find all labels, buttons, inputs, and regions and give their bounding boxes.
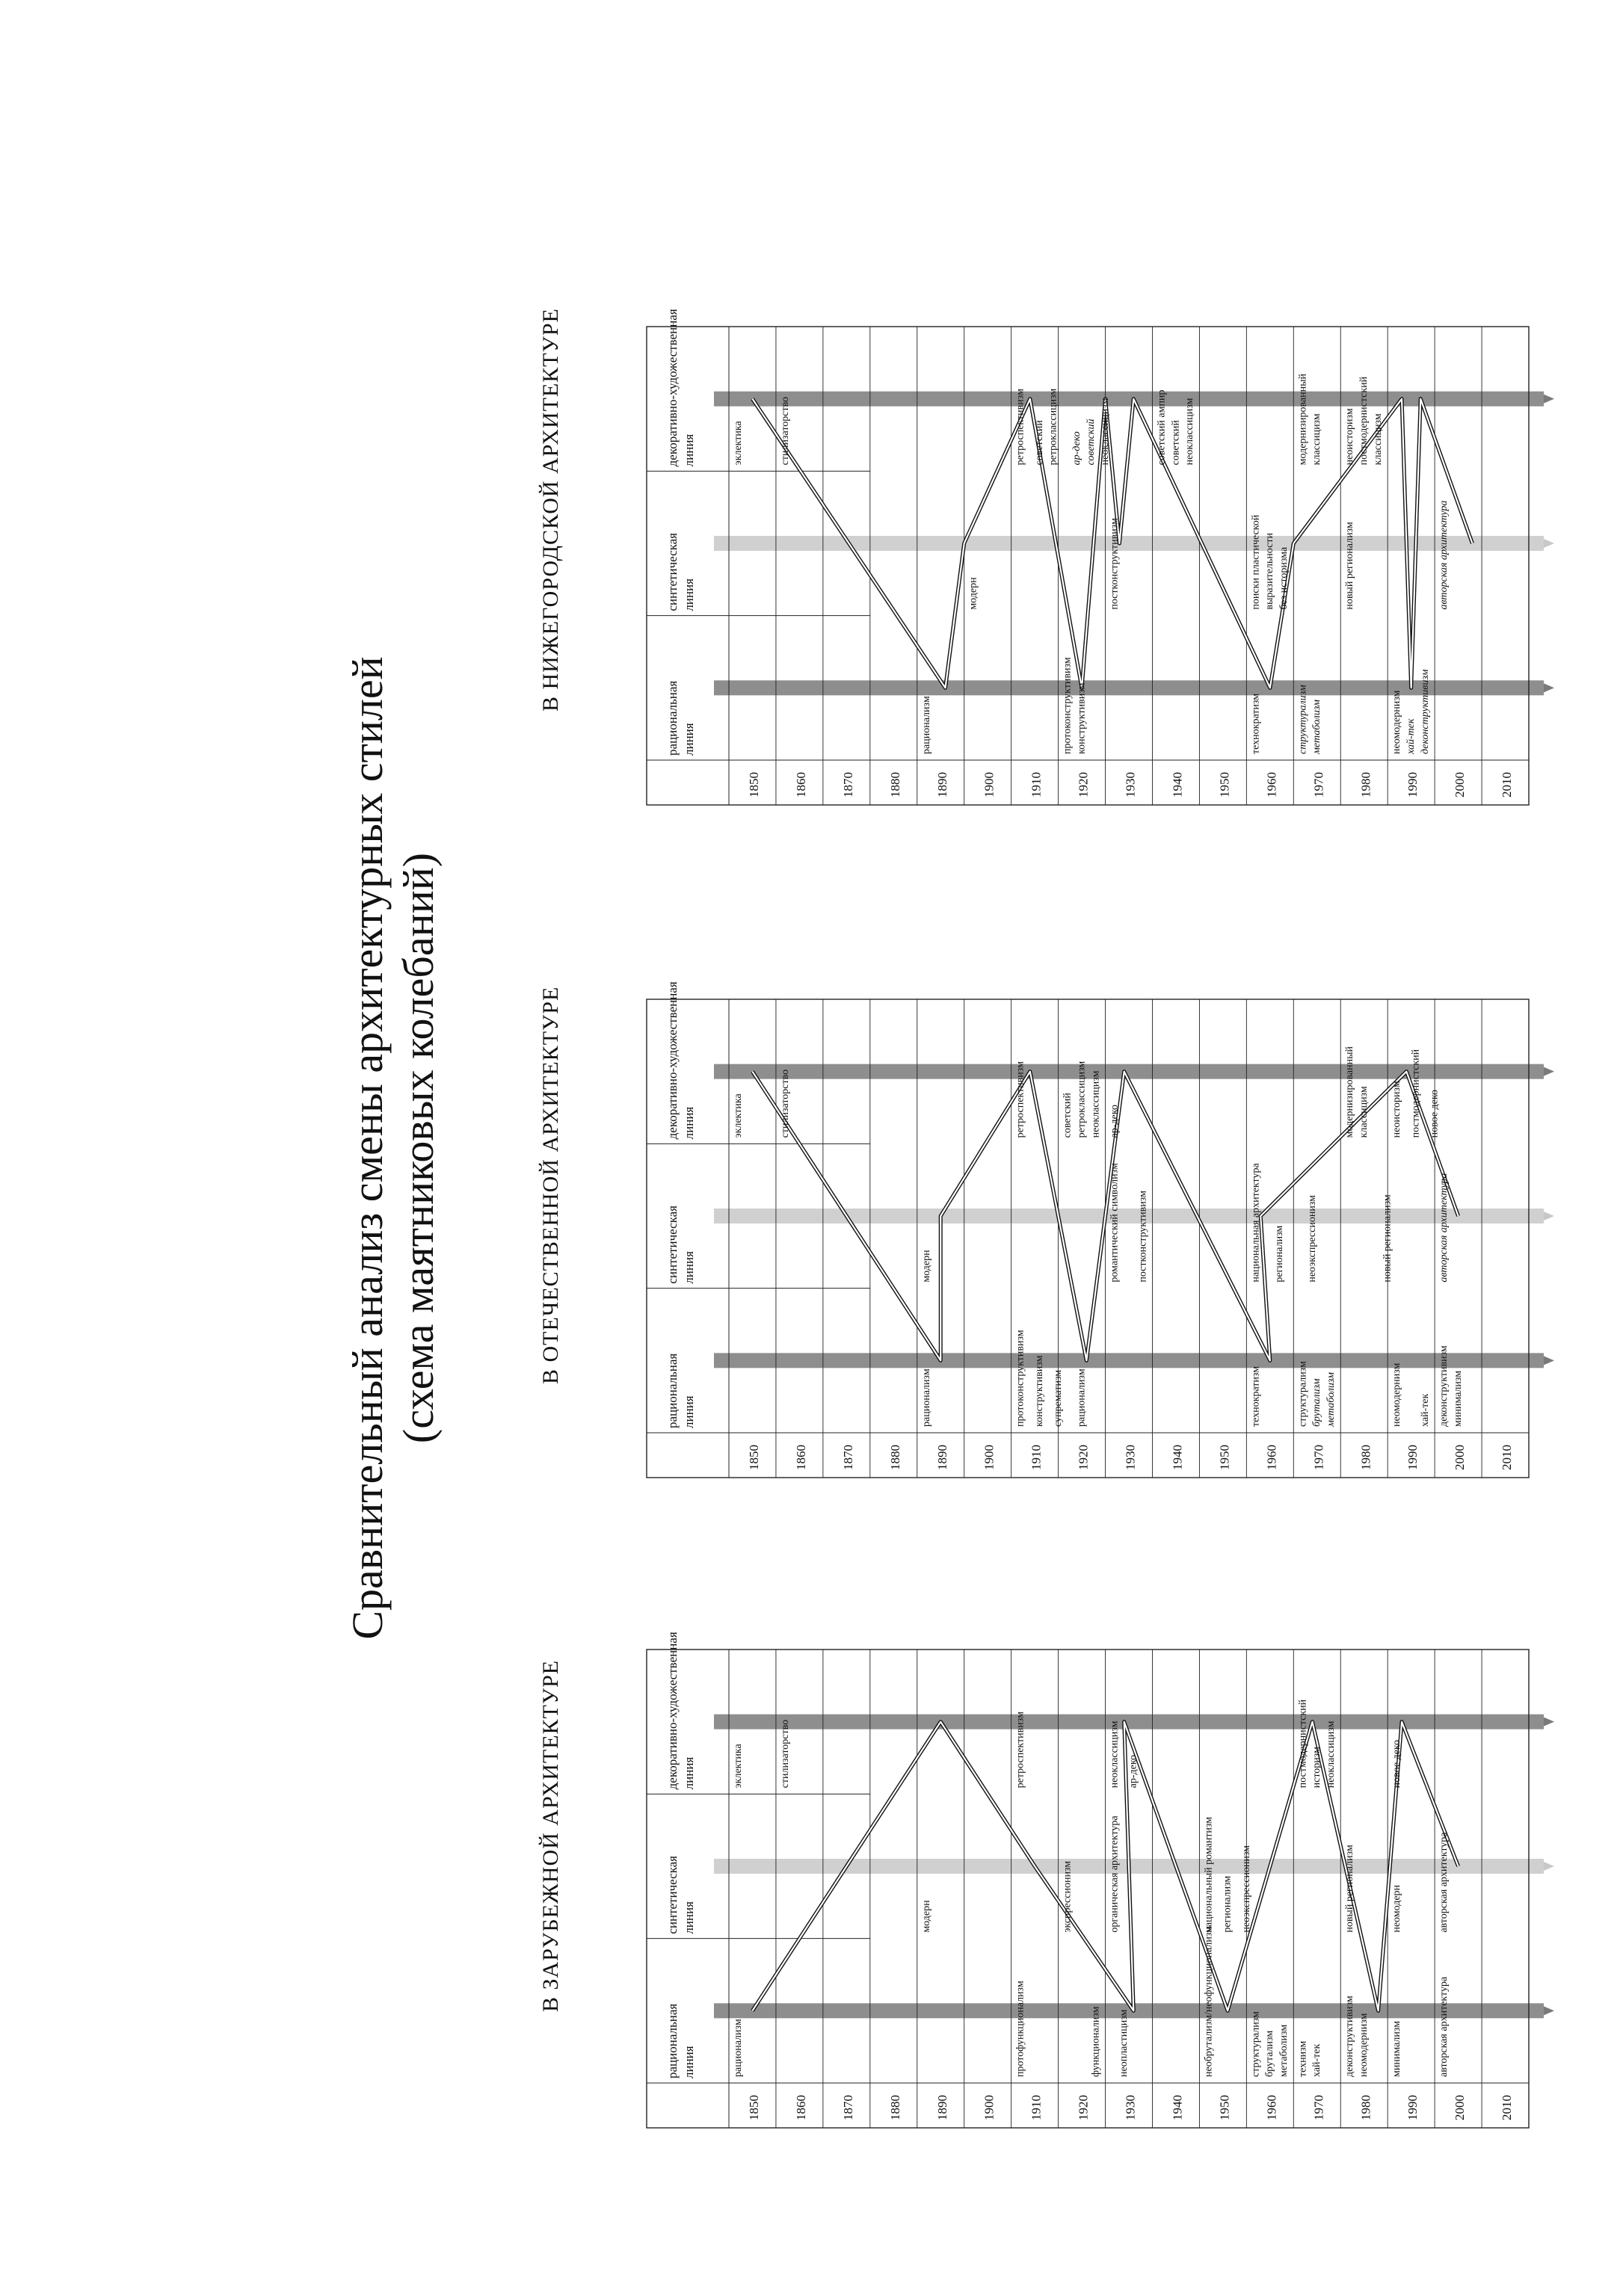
style-label: деконструктивизм <box>1419 669 1431 754</box>
style-label: хай-тек <box>1419 1393 1431 1427</box>
style-label: метаболизм <box>1325 1372 1337 1427</box>
style-label: эклектика <box>733 1744 744 1789</box>
band-rational <box>714 1353 1544 1368</box>
year-label: 2010 <box>1500 2095 1515 2120</box>
year-label: 1950 <box>1217 2095 1232 2120</box>
style-label: советский <box>1085 419 1097 466</box>
column-header-synthetic: синтетическая <box>665 1205 680 1284</box>
band-arrow-synthetic <box>1544 539 1554 548</box>
diagram-domestic <box>643 981 1615 1481</box>
style-label: авторская архитектура <box>1438 1173 1450 1283</box>
style-label: романтический символизм <box>1109 1163 1121 1283</box>
year-label: 1950 <box>1217 772 1232 797</box>
style-label: структурализм <box>1250 2011 1262 2077</box>
column-header-rational: рациональная <box>665 1353 680 1428</box>
style-label: структурализм <box>1297 685 1309 754</box>
style-label: ретроспективизм <box>1014 1712 1026 1789</box>
style-label: ретроспективизм <box>1014 389 1026 466</box>
band-arrow-decorative <box>1544 395 1554 404</box>
style-label: эклектика <box>733 1093 744 1138</box>
column-header-decorative: декоративно-художественная <box>665 981 680 1140</box>
year-label: 1940 <box>1170 2095 1185 2120</box>
style-label: необрутализм/неофункционализм <box>1203 1925 1215 2077</box>
style-label: советский <box>1062 1093 1074 1138</box>
style-label: ретроспективизм <box>1014 1061 1026 1138</box>
year-label: 1930 <box>1123 1445 1138 1470</box>
year-label: 1950 <box>1217 1445 1232 1470</box>
style-label: стилизаторство <box>779 1069 791 1138</box>
year-label: 1920 <box>1076 772 1091 797</box>
column-header-synthetic: синтетическая <box>665 1855 680 1934</box>
style-label: неоклассицизм <box>1099 398 1111 466</box>
style-label: модерн <box>967 577 979 610</box>
style-label: деконструктивизм <box>1344 1996 1356 2077</box>
band-arrow-synthetic <box>1544 1212 1554 1220</box>
year-label: 1860 <box>793 2095 808 2120</box>
year-label: 1940 <box>1170 1445 1185 1470</box>
year-label: 1900 <box>982 2095 997 2120</box>
style-label: метаболизм <box>1278 2024 1290 2077</box>
style-label: конструктивизм <box>1076 682 1088 754</box>
style-label: новый регионализм <box>1344 522 1356 610</box>
style-label: неоклассицизм <box>1109 1721 1121 1789</box>
style-label: постмодернистский <box>1358 376 1370 466</box>
style-label: хай-тек <box>1311 2043 1323 2077</box>
year-label: 1880 <box>887 1445 902 1470</box>
year-label: 1870 <box>840 772 855 797</box>
style-label: советский <box>1170 420 1182 466</box>
style-label: без историзма <box>1278 546 1290 610</box>
column-header-synthetic: линия <box>682 1251 696 1284</box>
column-header-synthetic: линия <box>682 1901 696 1934</box>
style-label: протоконструктивизм <box>1014 1330 1026 1427</box>
column-header-decorative: линия <box>682 1106 696 1140</box>
year-label: 2000 <box>1453 772 1468 797</box>
year-label: 1980 <box>1358 1445 1373 1470</box>
style-label: неомодернизм <box>1391 1363 1403 1427</box>
style-label: функционализм <box>1090 2006 1102 2077</box>
style-label: протоконструктивизм <box>1062 657 1074 754</box>
style-label: ар-деко <box>1109 1105 1121 1138</box>
year-label: 1870 <box>840 2095 855 2120</box>
year-label: 1910 <box>1029 1445 1044 1470</box>
style-label: брутализм <box>1264 2030 1276 2077</box>
style-label: советский <box>1033 420 1045 466</box>
year-label: 1890 <box>934 1445 949 1470</box>
style-label: постконструктивизм <box>1109 518 1121 610</box>
page-subtitle: (схема маятниковых колебаний) <box>394 852 443 1444</box>
year-label: 1910 <box>1029 2095 1044 2120</box>
style-label: структурализм <box>1297 1361 1309 1427</box>
year-label: 1990 <box>1405 772 1420 797</box>
style-label: метаболизм <box>1311 700 1323 754</box>
year-label: 1900 <box>982 1445 997 1470</box>
style-label: органическая архитектура <box>1109 1815 1121 1933</box>
band-arrow-rational <box>1544 1356 1554 1365</box>
style-label: конструктивизм <box>1033 1355 1045 1427</box>
style-label: выразительности <box>1264 533 1276 610</box>
year-label: 1880 <box>887 772 902 797</box>
style-label: неомодернизм <box>1358 2013 1370 2077</box>
year-label: 1940 <box>1170 772 1185 797</box>
diagram-group <box>647 309 1554 805</box>
style-label: рационализм <box>920 696 932 754</box>
year-label: 1970 <box>1311 772 1326 797</box>
year-label: 2010 <box>1500 772 1515 797</box>
year-label: 1870 <box>840 1445 855 1470</box>
year-label: 1960 <box>1264 772 1279 797</box>
year-label: 1980 <box>1358 772 1373 797</box>
style-label: неоклассицизм <box>1184 398 1196 466</box>
style-label: неоэкспрессионизм <box>1240 1845 1252 1933</box>
band-arrow-rational <box>1544 683 1554 692</box>
column-header-synthetic: линия <box>682 578 696 611</box>
section-heading-nizhny: В НИЖЕГОРОДСКОЙ АРХИТЕКТУРЕ <box>538 308 563 712</box>
band-decorative <box>714 1715 1544 1729</box>
year-label: 1960 <box>1264 2095 1279 2120</box>
style-label: хай-тек <box>1405 718 1417 754</box>
year-label: 1850 <box>747 2095 762 2120</box>
style-label: эклектика <box>733 421 744 466</box>
style-label: модернизированный <box>1297 374 1309 466</box>
style-label: неоисторизм <box>1391 1081 1403 1138</box>
style-label: стилизаторство <box>779 1719 791 1789</box>
page-title: Сравнительный анализ смены архитектурных стилей <box>343 656 392 1640</box>
column-header-decorative: декоративно-художественная <box>665 1632 680 1790</box>
year-label: 1920 <box>1076 2095 1091 2120</box>
band-synthetic <box>714 536 1544 551</box>
style-label: неомодернизм <box>1391 690 1403 754</box>
style-label: поиски пластической <box>1250 514 1262 610</box>
style-label: технизм <box>1297 2040 1309 2077</box>
year-label: 1860 <box>793 772 808 797</box>
style-label: ретроклассицизм <box>1047 388 1059 466</box>
style-label: модерн <box>920 1900 932 1933</box>
style-label: рационализм <box>733 2019 744 2077</box>
year-label: 1990 <box>1405 1445 1420 1470</box>
style-label: минимализм <box>1391 2020 1403 2077</box>
style-label: экспрессионизм <box>1062 1860 1074 1933</box>
column-header-rational: рациональная <box>665 680 680 756</box>
year-label: 2000 <box>1453 1445 1468 1470</box>
column-header-decorative: декоративно-художественная <box>665 309 680 467</box>
style-label: технократизм <box>1250 1365 1262 1427</box>
column-header-rational: линия <box>682 723 696 756</box>
column-header-synthetic: синтетическая <box>665 532 680 611</box>
diagram-group <box>647 1632 1554 2128</box>
style-label: неопластицизм <box>1118 2009 1130 2077</box>
year-label: 1970 <box>1311 2095 1326 2120</box>
style-label: регионализм <box>1273 1225 1285 1283</box>
year-label: 1900 <box>982 772 997 797</box>
style-label: национальный романтизм <box>1203 1816 1215 1933</box>
year-label: 1850 <box>747 1445 762 1470</box>
style-label: классицизм <box>1311 413 1323 466</box>
year-label: 1980 <box>1358 2095 1373 2120</box>
style-label: постмодернистский <box>1410 1049 1422 1138</box>
section-heading-domestic: В ОТЕЧЕСТВЕННОЙ АРХИТЕКТУРЕ <box>538 986 563 1384</box>
band-arrow-synthetic <box>1544 1862 1554 1871</box>
style-label: стилизаторство <box>779 396 791 466</box>
style-label: протофункционализм <box>1014 1981 1026 2077</box>
year-label: 1990 <box>1405 2095 1420 2120</box>
column-header-decorative: линия <box>682 1756 696 1790</box>
style-label: минимализм <box>1453 1370 1464 1427</box>
style-label: ар-деко <box>1071 431 1083 466</box>
style-label: авторская архитектура <box>1438 1976 1450 2077</box>
style-label: деконструктивизм <box>1438 1345 1450 1427</box>
year-label: 1960 <box>1264 1445 1279 1470</box>
style-label: неоэкспрессионизм <box>1306 1194 1318 1283</box>
style-label: советский ампир <box>1156 389 1168 466</box>
year-label: 1880 <box>887 2095 902 2120</box>
style-label: неомодерн <box>1391 1884 1403 1933</box>
style-label: классицизм <box>1358 1086 1370 1138</box>
style-label: регионализм <box>1222 1875 1234 1933</box>
band-arrow-decorative <box>1544 1067 1554 1076</box>
style-label: новое деко <box>1429 1090 1441 1138</box>
section-heading-foreign: В ЗАРУБЕЖНОЙ АРХИТЕКТУРЕ <box>538 1659 563 2012</box>
style-label: новый регионализм <box>1344 1845 1356 1933</box>
style-label: авторская архитектура <box>1438 500 1450 610</box>
style-label: рационализм <box>920 1368 932 1427</box>
style-label: постконструктивизм <box>1137 1191 1149 1283</box>
style-label: историзм <box>1311 1747 1323 1789</box>
style-label: модерн <box>920 1250 932 1283</box>
style-label: авторская архитектура <box>1438 1832 1450 1933</box>
band-synthetic <box>714 1209 1544 1223</box>
band-arrow-decorative <box>1544 1718 1554 1726</box>
diagram-foreign <box>643 1632 1615 2132</box>
column-header-rational: рациональная <box>665 2003 680 2079</box>
style-label: модернизированный <box>1344 1046 1356 1138</box>
column-header-decorative: линия <box>682 433 696 467</box>
year-label: 1930 <box>1123 2095 1138 2120</box>
style-label: рационализм <box>1076 1368 1088 1427</box>
year-label: 1860 <box>793 1445 808 1470</box>
year-label: 2000 <box>1453 2095 1468 2120</box>
style-label: новый регионализм <box>1382 1194 1393 1283</box>
style-label: новое деко <box>1391 1740 1403 1789</box>
style-label: классицизм <box>1373 413 1384 466</box>
style-label: неоклассицизм <box>1325 1721 1337 1789</box>
style-label: ретроклассицизм <box>1076 1061 1088 1138</box>
style-label: постмодернистский <box>1297 1699 1309 1789</box>
diagram-group <box>647 981 1554 1478</box>
year-label: 1970 <box>1311 1445 1326 1470</box>
year-label: 1930 <box>1123 772 1138 797</box>
year-label: 1920 <box>1076 1445 1091 1470</box>
year-label: 1850 <box>747 772 762 797</box>
style-label: технократизм <box>1250 693 1262 754</box>
style-label: национальная архитектура <box>1250 1163 1262 1283</box>
band-arrow-rational <box>1544 2006 1554 2015</box>
style-label: неоисторизм <box>1344 408 1356 466</box>
style-label: ар-деко <box>1127 1755 1139 1789</box>
style-label: неоклассицизм <box>1090 1070 1102 1138</box>
diagram-nizhny <box>643 309 1615 809</box>
year-label: 1890 <box>934 772 949 797</box>
year-label: 2010 <box>1500 1445 1515 1470</box>
year-label: 1910 <box>1029 772 1044 797</box>
column-header-rational: линия <box>682 1395 696 1428</box>
column-header-rational: линия <box>682 2046 696 2079</box>
style-label: брутализм <box>1311 1378 1323 1427</box>
style-label: супрематизм <box>1053 1369 1064 1427</box>
year-label: 1890 <box>934 2095 949 2120</box>
